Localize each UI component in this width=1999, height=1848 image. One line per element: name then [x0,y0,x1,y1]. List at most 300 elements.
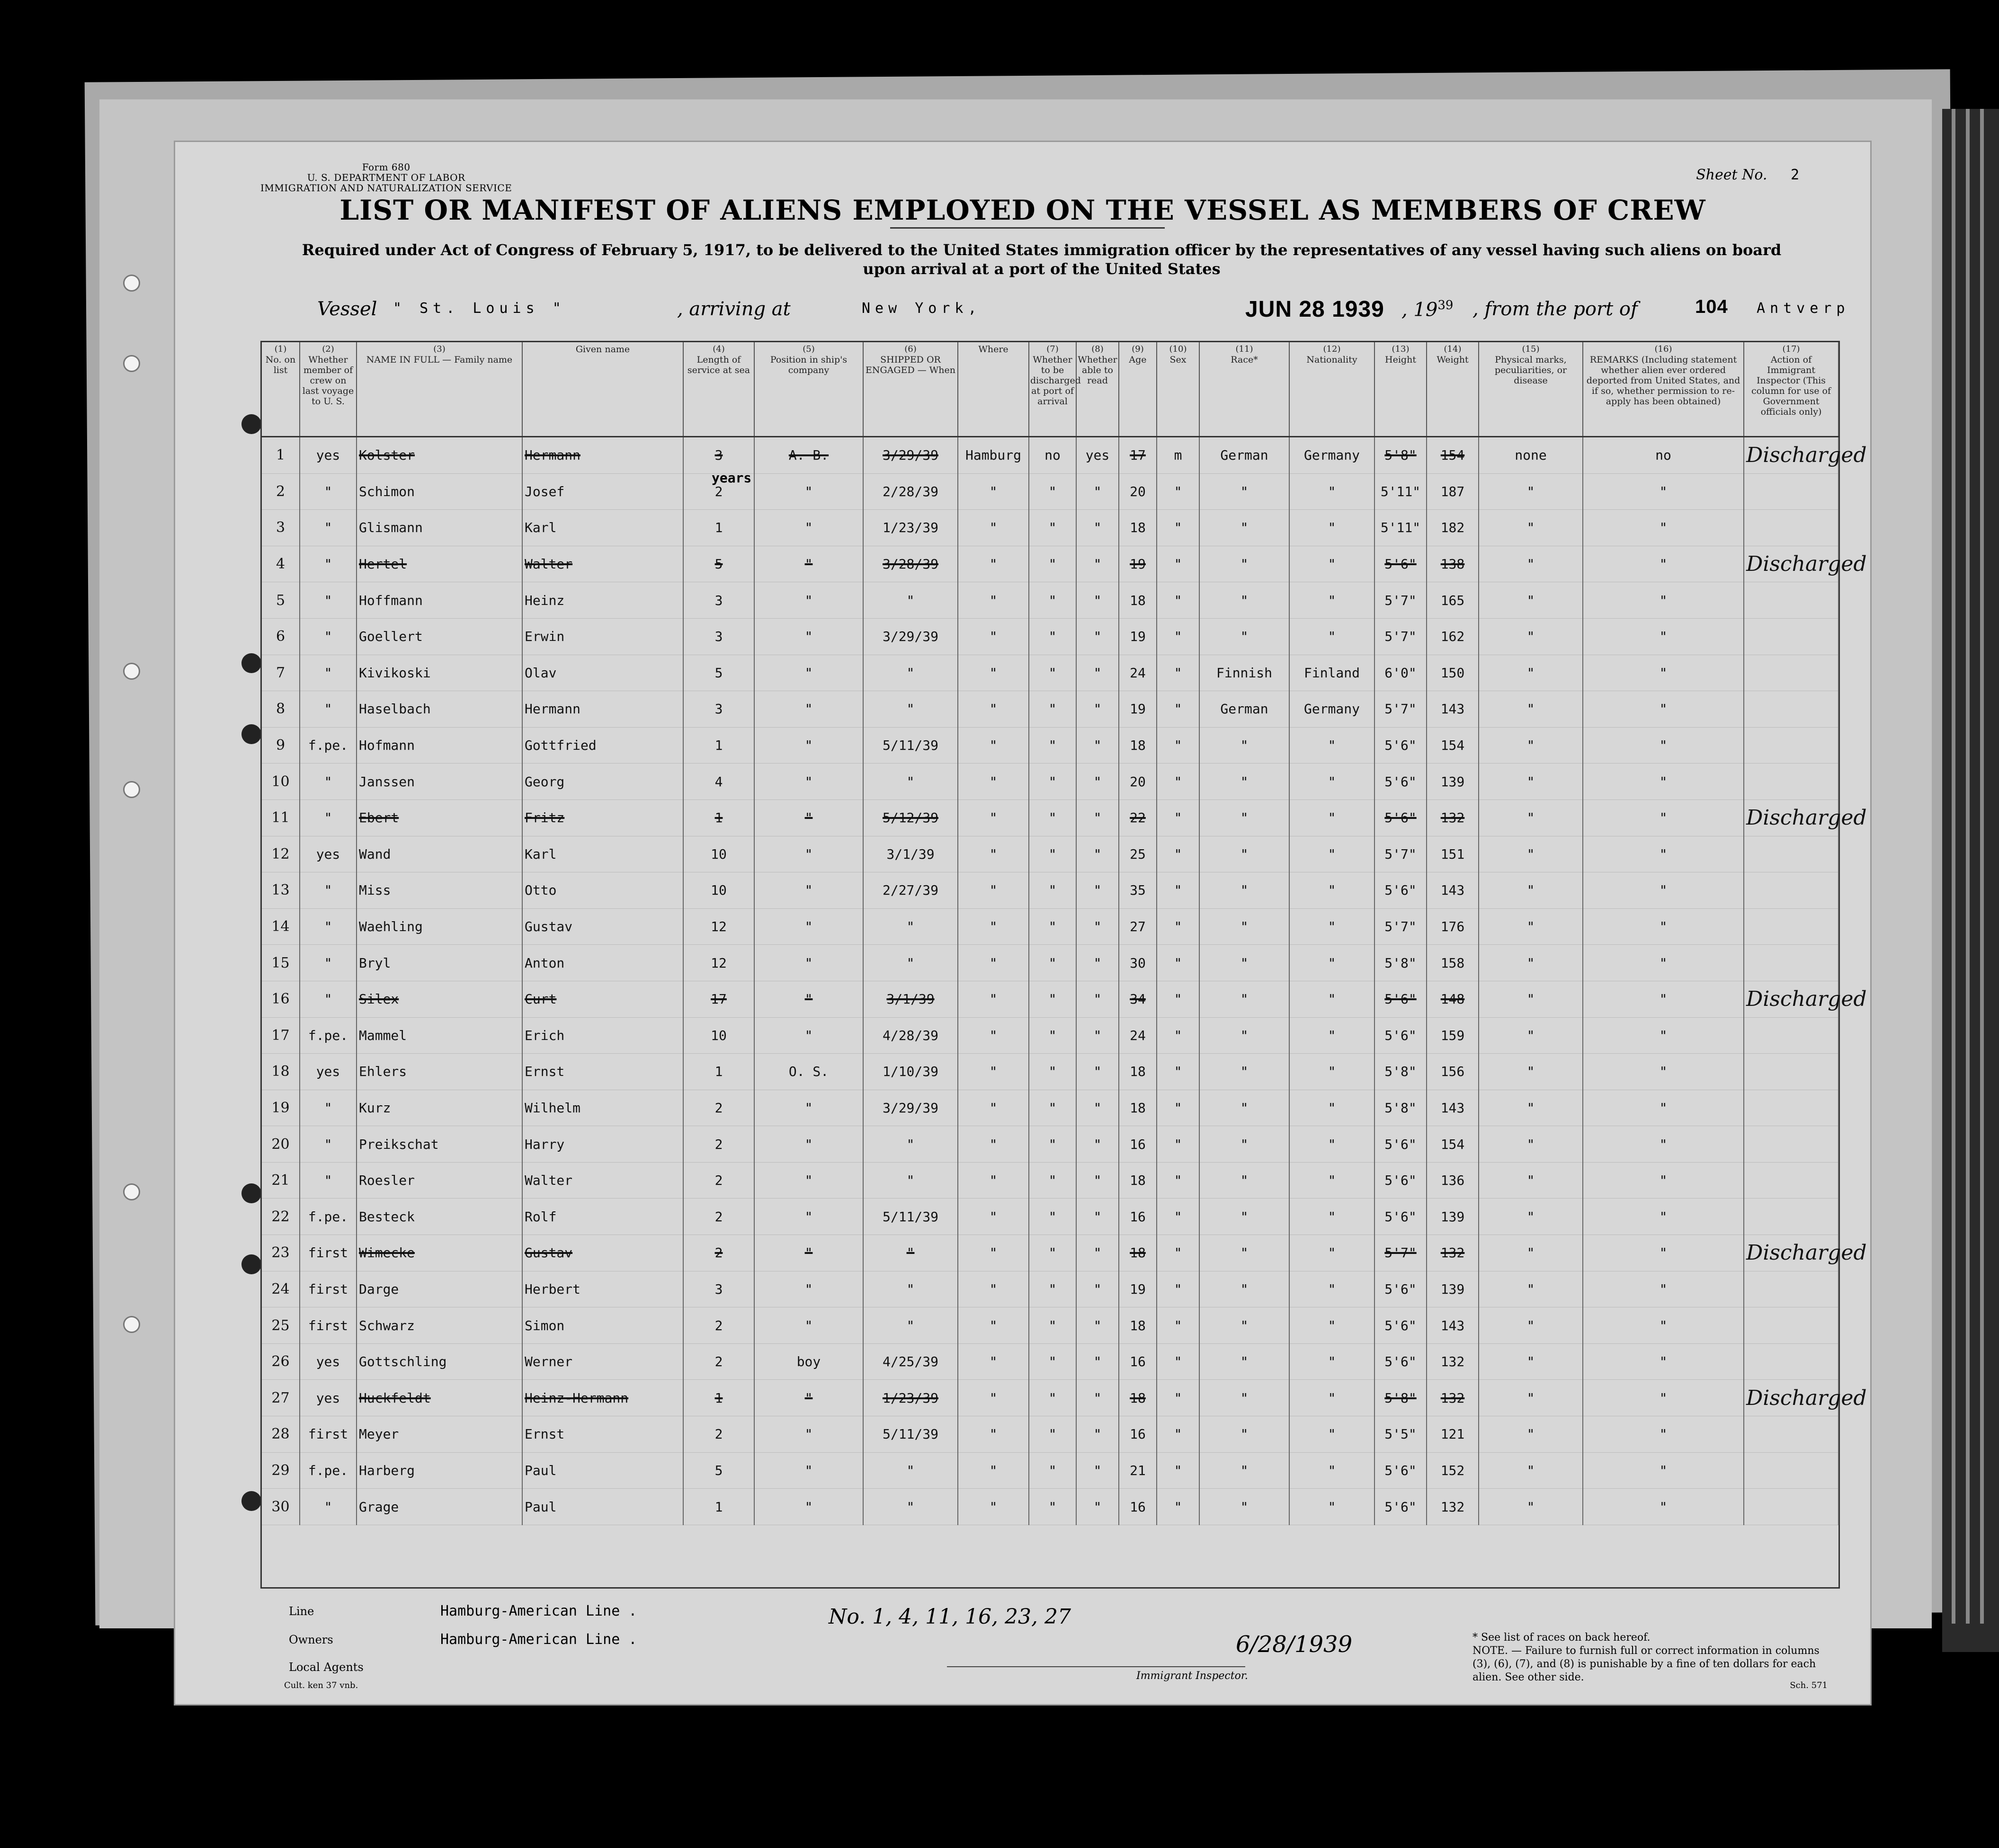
column-label: Action of Immigrant Inspector (This column for use of Government officials only) [1751,355,1831,417]
cell-no: 30 [262,1489,300,1525]
table-row [262,655,1838,691]
cell-no: 25 [262,1307,300,1344]
table-row [262,908,1838,945]
cell-given: Karl [522,510,683,546]
table-row [262,510,1838,546]
cell-read: " [1076,1162,1119,1199]
cell-when: 3/1/39 [863,836,958,872]
cell-read: " [1076,908,1119,945]
cell-remarks: " [1583,546,1744,582]
table-row [262,1452,1838,1489]
cell-age: 16 [1119,1489,1157,1525]
cell-given: Fritz [522,800,683,836]
column-header [863,342,958,437]
cell-action [1744,1054,1838,1090]
cell-weight: 143 [1427,872,1479,909]
cell-race: " [1199,1343,1289,1380]
cell-position: " [754,764,863,800]
line-value: Hamburg-American Line . [440,1603,637,1619]
cell-position: " [754,945,863,981]
cell-no: 7 [262,655,300,691]
cell-given: Gustav [522,1235,683,1271]
cell-weight: 182 [1427,510,1479,546]
cell-position: O. S. [754,1054,863,1090]
cell-action: Discharged [1744,800,1838,836]
cell-race: " [1199,618,1289,655]
cell-given: Harry [522,1126,683,1163]
cell-given: Herbert [522,1271,683,1307]
cell-family: Grage [357,1489,522,1525]
cell-marks: " [1479,727,1583,764]
cell-where: " [958,836,1029,872]
cell-sex: " [1157,1162,1199,1199]
table-row [262,473,1838,510]
cell-when: 1/10/39 [863,1054,958,1090]
punch-hole [123,1183,140,1200]
cell-family: Ebert [357,800,522,836]
cell-given: Otto [522,872,683,909]
column-number: (8) [1091,344,1104,354]
cell-no: 17 [262,1017,300,1054]
cell-position: " [754,655,863,691]
cell-service: 1 [683,1054,754,1090]
cell-prev: " [300,1489,357,1525]
cell-read: " [1076,872,1119,909]
cell-read: " [1076,1489,1119,1525]
cell-age: 19 [1119,546,1157,582]
cell-age: 18 [1119,1235,1157,1271]
table-header-row [262,342,1838,437]
column-number: (4) [713,344,725,354]
cell-remarks: " [1583,1162,1744,1199]
cell-prev: yes [300,836,357,872]
cell-no: 5 [262,582,300,619]
cell-marks: none [1479,437,1583,474]
cell-disch: " [1029,510,1076,546]
cell-action [1744,872,1838,909]
cell-sex: " [1157,872,1199,909]
cell-no: 3 [262,510,300,546]
cell-service: 2 [683,1126,754,1163]
cell-read: " [1076,1380,1119,1416]
cell-race: " [1199,872,1289,909]
cell-race: " [1199,764,1289,800]
cell-height: 5'8" [1374,437,1427,474]
cell-read: " [1076,1199,1119,1235]
column-number: (16) [1654,344,1672,354]
cell-remarks: " [1583,582,1744,619]
cell-action [1744,1489,1838,1525]
cell-action [1744,618,1838,655]
cell-marks: " [1479,510,1583,546]
column-label: Whether able to read [1078,355,1117,386]
cell-given: Josef [522,473,683,510]
column-header [1157,342,1199,437]
cell-marks: " [1479,1235,1583,1271]
cell-age: 34 [1119,981,1157,1017]
cell-no: 2 [262,473,300,510]
owners-value: Hamburg-American Line . [440,1631,637,1648]
cell-sex: " [1157,691,1199,728]
table-row [262,1126,1838,1163]
cell-disch: " [1029,981,1076,1017]
cell-nationality: " [1289,1489,1374,1525]
cell-where: " [958,1017,1029,1054]
cell-disch: " [1029,582,1076,619]
cell-when: " [863,1489,958,1525]
inspector-label: Immigrant Inspector. [1136,1670,1248,1682]
cell-no: 13 [262,872,300,909]
cell-family: Roesler [357,1162,522,1199]
cell-prev: " [300,618,357,655]
cell-family: Meyer [357,1416,522,1453]
cell-nationality: " [1289,473,1374,510]
year-suffix: 39 [1437,298,1454,312]
cell-prev: " [300,1090,357,1126]
cell-marks: " [1479,1307,1583,1344]
cell-sex: " [1157,510,1199,546]
cell-service: 2 [683,1199,754,1235]
cell-prev: f.pe. [300,1017,357,1054]
cell-position: " [754,691,863,728]
cell-weight: 150 [1427,655,1479,691]
cell-action [1744,1307,1838,1344]
cell-read: " [1076,691,1119,728]
cell-age: 18 [1119,1162,1157,1199]
table-row [262,981,1838,1017]
cell-where: " [958,1343,1029,1380]
cell-marks: " [1479,1017,1583,1054]
column-number: (2) [322,344,334,354]
cell-prev: " [300,582,357,619]
vessel-label: Vessel [317,298,377,320]
cell-given: Simon [522,1307,683,1344]
cell-no: 18 [262,1054,300,1090]
cell-sex: " [1157,727,1199,764]
cell-family: Kivikoski [357,655,522,691]
punch-hole [123,781,140,798]
arriving-label: , arriving at [677,298,791,320]
cell-prev: yes [300,437,357,474]
cell-race: Finnish [1199,655,1289,691]
cell-when: " [863,691,958,728]
cell-height: 5'6" [1374,1271,1427,1307]
cell-when: 3/29/39 [863,1090,958,1126]
cell-family: Glismann [357,510,522,546]
table-row [262,1017,1838,1054]
cell-when: 4/28/39 [863,1017,958,1054]
cell-height: 5'6" [1374,764,1427,800]
years-unit-label: years [712,470,752,486]
column-header [1374,342,1427,437]
cell-weight: 162 [1427,618,1479,655]
cell-when: " [863,908,958,945]
cell-remarks: " [1583,1380,1744,1416]
cell-service: 2 [683,473,754,510]
table-row [262,1380,1838,1416]
cell-age: 18 [1119,582,1157,619]
cell-nationality: " [1289,1017,1374,1054]
cell-race: " [1199,1380,1289,1416]
cell-weight: 154 [1427,1126,1479,1163]
cell-no: 16 [262,981,300,1017]
cell-age: 16 [1119,1126,1157,1163]
cell-family: Gottschling [357,1343,522,1380]
cell-where: " [958,1054,1029,1090]
cell-nationality: " [1289,945,1374,981]
cell-disch: " [1029,1307,1076,1344]
cell-where: " [958,582,1029,619]
cell-height: 5'6" [1374,800,1427,836]
column-label: Whether to be discharged at port of arrival [1030,355,1081,407]
cell-prev: yes [300,1380,357,1416]
column-label: REMARKS (Including statement whether alien ever ordered deported from United States, and if so, whether permission to re-apply has been obtained) [1586,355,1740,407]
cell-when: " [863,582,958,619]
cell-no: 6 [262,618,300,655]
cell-height: 5'6" [1374,546,1427,582]
cell-read: " [1076,1271,1119,1307]
cell-action [1744,1017,1838,1054]
cell-where: " [958,618,1029,655]
cell-disch: " [1029,1489,1076,1525]
cell-nationality: " [1289,1054,1374,1090]
cell-read: " [1076,473,1119,510]
table-row [262,727,1838,764]
cell-read: " [1076,727,1119,764]
cell-disch: " [1029,1235,1076,1271]
cell-sex: " [1157,1271,1199,1307]
cell-disch: " [1029,1090,1076,1126]
cell-remarks: " [1583,618,1744,655]
cell-service: 1 [683,800,754,836]
cell-position: " [754,836,863,872]
cell-marks: " [1479,800,1583,836]
punch-hole [123,275,140,292]
cell-marks: " [1479,836,1583,872]
cell-service: 3 [683,691,754,728]
footer [260,1586,1837,1695]
cell-remarks: " [1583,981,1744,1017]
cell-service: 17 [683,981,754,1017]
cell-sex: " [1157,1199,1199,1235]
sheet-number-field [1696,167,1799,183]
cell-where: " [958,800,1029,836]
cell-where: " [958,1162,1029,1199]
cell-disch: " [1029,872,1076,909]
cell-given: Wilhelm [522,1090,683,1126]
punch-hole [241,1491,261,1511]
cell-age: 18 [1119,727,1157,764]
handwritten-date: 6/28/1939 [1236,1631,1353,1658]
cell-prev: " [300,691,357,728]
cell-where: " [958,1235,1029,1271]
cell-remarks: " [1583,1090,1744,1126]
manifest-sheet [175,142,1870,1704]
cell-action [1744,582,1838,619]
cell-position: " [754,1271,863,1307]
column-header [1583,342,1744,437]
cell-given: Ernst [522,1054,683,1090]
column-number: (14) [1444,344,1462,354]
cell-weight: 165 [1427,582,1479,619]
cell-height: 5'6" [1374,1199,1427,1235]
cell-position: " [754,473,863,510]
cell-position: " [754,1017,863,1054]
cell-nationality: Finland [1289,655,1374,691]
cell-race: " [1199,546,1289,582]
cell-given: Karl [522,836,683,872]
cell-action [1744,764,1838,800]
cell-height: 5'8" [1374,1380,1427,1416]
cell-family: Wimecke [357,1235,522,1271]
cell-height: 6'0" [1374,655,1427,691]
cell-when: " [863,945,958,981]
cell-service: 5 [683,546,754,582]
cell-height: 5'7" [1374,691,1427,728]
cell-no: 20 [262,1126,300,1163]
cell-prev: f.pe. [300,727,357,764]
cell-remarks: " [1583,1126,1744,1163]
cell-age: 27 [1119,908,1157,945]
cell-prev: " [300,908,357,945]
cell-where: " [958,945,1029,981]
races-note: * See list of races on back hereof. [1472,1632,1651,1644]
cell-position: " [754,1307,863,1344]
cell-action [1744,945,1838,981]
sheet-number-value: 2 [1790,167,1799,183]
cell-disch: " [1029,546,1076,582]
cell-when: " [863,764,958,800]
cell-disch: " [1029,473,1076,510]
cell-nationality: " [1289,1126,1374,1163]
cell-race: " [1199,1235,1289,1271]
cell-race: " [1199,1416,1289,1453]
column-label: Whether member of crew on last voyage to U. S. [302,355,354,407]
cell-family: Ehlers [357,1054,522,1090]
cell-action [1744,473,1838,510]
column-header [1029,342,1081,437]
cell-no: 8 [262,691,300,728]
cell-no: 12 [262,836,300,872]
cell-sex: " [1157,655,1199,691]
cell-service: 4 [683,764,754,800]
cell-prev: " [300,800,357,836]
cell-position: " [754,1090,863,1126]
cell-remarks: " [1583,800,1744,836]
column-label: Nationality [1306,355,1357,365]
column-header [1076,342,1119,437]
cell-service: 12 [683,908,754,945]
arriving-port: New York, [862,300,982,317]
table-row [262,764,1838,800]
cell-disch: " [1029,655,1076,691]
cell-weight: 139 [1427,1271,1479,1307]
cell-nationality: " [1289,908,1374,945]
cell-disch: " [1029,1416,1076,1453]
cell-nationality: " [1289,582,1374,619]
cell-action [1744,510,1838,546]
schedule-reference: Sch. 571 [1790,1680,1828,1690]
cell-family: Preikschat [357,1126,522,1163]
cell-service: 5 [683,655,754,691]
cell-race: " [1199,981,1289,1017]
column-label: NAME IN FULL — Family name [366,355,513,365]
cell-age: 19 [1119,618,1157,655]
cell-prev: " [300,655,357,691]
column-header [1744,342,1838,437]
cell-where: " [958,872,1029,909]
column-number: (1) [274,344,287,354]
cell-given: Olav [522,655,683,691]
cell-action [1744,727,1838,764]
cell-remarks: " [1583,764,1744,800]
cell-read: " [1076,1017,1119,1054]
table-body [262,437,1867,1525]
cell-when: 3/28/39 [863,546,958,582]
cell-given: Anton [522,945,683,981]
column-label: Given name [575,344,630,355]
cell-sex: " [1157,618,1199,655]
cell-family: Goellert [357,618,522,655]
cell-weight: 152 [1427,1452,1479,1489]
cell-action [1744,691,1838,728]
cell-height: 5'5" [1374,1416,1427,1453]
cell-given: Erich [522,1017,683,1054]
cell-remarks: " [1583,1452,1744,1489]
column-label: Height [1385,355,1416,365]
cell-no: 23 [262,1235,300,1271]
cell-read: " [1076,1452,1119,1489]
cell-height: 5'7" [1374,836,1427,872]
cell-read: " [1076,800,1119,836]
cell-nationality: " [1289,1090,1374,1126]
cell-position: " [754,1235,863,1271]
cell-race: " [1199,1452,1289,1489]
cell-marks: " [1479,1452,1583,1489]
cell-when: " [863,1126,958,1163]
cell-disch: " [1029,691,1076,728]
cell-no: 19 [262,1090,300,1126]
cell-when: " [863,655,958,691]
cell-nationality: " [1289,1271,1374,1307]
cell-marks: " [1479,655,1583,691]
cell-weight: 151 [1427,836,1479,872]
cell-height: 5'11" [1374,473,1427,510]
from-port: Antverp [1757,300,1850,317]
cell-no: 11 [262,800,300,836]
cell-prev: f.pe. [300,1452,357,1489]
cell-read: " [1076,1235,1119,1271]
cell-disch: " [1029,618,1076,655]
cell-service: 1 [683,1380,754,1416]
cell-disch: " [1029,800,1076,836]
table-row [262,1199,1838,1235]
cell-where: Hamburg [958,437,1029,474]
cell-sex: " [1157,836,1199,872]
cell-prev: " [300,981,357,1017]
column-label: Where [978,344,1008,355]
cell-sex: " [1157,1017,1199,1054]
service-name: IMMIGRATION AND NATURALIZATION SERVICE [260,182,512,194]
cell-age: 19 [1119,691,1157,728]
cell-service: 2 [683,1307,754,1344]
from-port-label: , from the port of [1472,298,1638,320]
cell-sex: " [1157,473,1199,510]
column-header [1289,342,1374,437]
column-number: (17) [1782,344,1800,354]
cell-height: 5'6" [1374,1307,1427,1344]
table-row [262,836,1838,872]
